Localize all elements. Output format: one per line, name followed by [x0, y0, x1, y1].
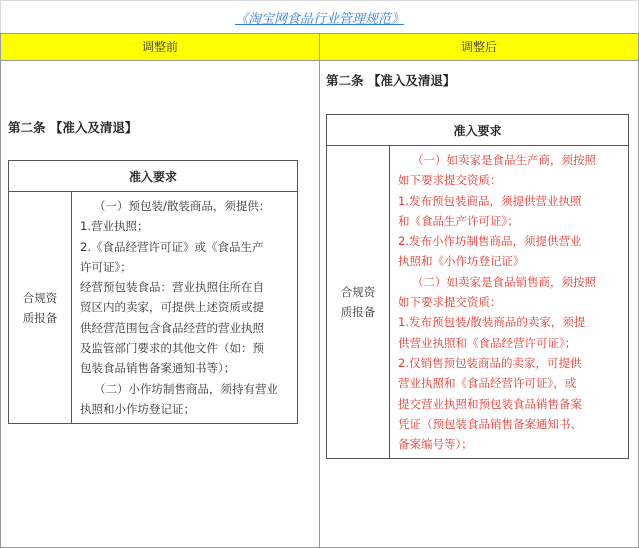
text-line: 提交营业执照和预包装食品销售备案	[398, 396, 582, 411]
text-line: 贸区内的卖家，可提供上述资质或提	[80, 300, 264, 315]
category-line: 质报备	[22, 310, 58, 325]
text-line: （二）如卖家是食品销售商，须按照	[412, 274, 596, 289]
text-line: 及监管部门要求的其他文件（如：预	[80, 341, 264, 356]
text-line: 供经营范围包含食品经营的营业执照	[80, 320, 264, 335]
title-row	[0, 0, 639, 34]
article-title-before: 第二条 【准入及清退】	[8, 120, 138, 135]
category-line: 合规资	[22, 290, 58, 305]
requirements-text	[72, 192, 298, 424]
text-line: 供营业执照和《食品经营许可证》；	[398, 335, 577, 350]
text-line: 和《食品生产许可证》；	[398, 213, 519, 228]
header-after: 调整后	[319, 33, 639, 61]
text-line: 如下要求提交资质：	[398, 173, 502, 188]
article-title-after: 第二条 【准入及清退】	[326, 73, 456, 88]
text-line: 如下要求提交资质：	[398, 295, 502, 310]
category-cell	[9, 192, 72, 424]
requirements-text	[390, 146, 629, 459]
text-line: （一）预包装/散装商品，须提供：	[94, 199, 271, 213]
requirements-table-after	[326, 114, 629, 459]
category-cell	[327, 146, 390, 459]
text-line: 凭证（预包装食品销售备案通知书、	[398, 416, 582, 431]
header-before: 调整前	[0, 33, 320, 61]
text-line: （二）小作坊制售商品，须持有营业	[94, 381, 278, 396]
text-line: 执照和《小作坊登记证》	[398, 254, 525, 269]
text-line: 许可证》；	[80, 259, 132, 274]
text-line: 1.发布预包装/散装商品的卖家，须提	[398, 315, 586, 330]
text-line: 经营预包装食品：营业执照住所在自	[80, 280, 264, 295]
category-line: 质报备	[340, 305, 376, 320]
text-line: （一）如卖家是食品生产商，须按照	[412, 153, 596, 167]
table-header: 准入要求	[9, 161, 298, 192]
table-header: 准入要求	[327, 115, 629, 146]
category-line: 合规资	[340, 285, 376, 300]
text-line: 营业执照和《食品经营许可证》，或	[398, 376, 577, 391]
text-line: 2.发布小作坊制售商品，须提供营业	[398, 234, 582, 249]
text-line: 备案编号等）；	[398, 437, 473, 452]
text-line: 1.营业执照；	[80, 219, 149, 234]
text-line: 1.发布预包装商品，须提供营业执照	[398, 193, 582, 208]
doc-title-link[interactable]: 《淘宝网食品行业管理规范》	[234, 12, 404, 27]
requirements-table-before	[8, 160, 298, 424]
text-line: 执照和小作坊登记证；	[80, 401, 195, 416]
text-line: 2.仅销售预包装商品的卖家，可提供	[398, 355, 582, 370]
text-line: 包装食品销售备案通知书等）；	[80, 361, 236, 376]
text-line: 2.《食品经营许可证》或《食品生产	[80, 239, 264, 254]
